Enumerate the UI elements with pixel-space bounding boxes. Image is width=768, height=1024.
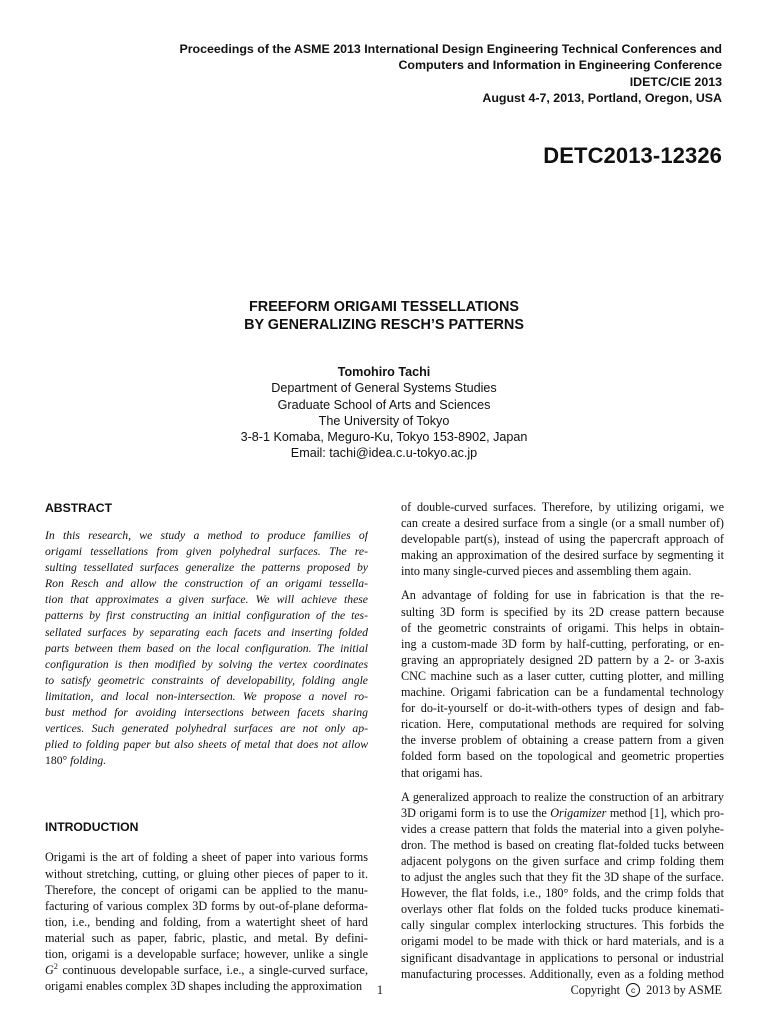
text-line: the inverse problem of obtaining a crease pattern from a given — [401, 733, 724, 748]
abstract-line: to satisfy geometric constraints of developability, folding angle — [45, 673, 368, 687]
intro-line: facturing of various complex 3D forms by out-of-plane deforma- — [45, 898, 368, 913]
abstract-line — [45, 753, 368, 769]
affiliation-line: Department of General Systems Studies — [271, 381, 497, 396]
abstract-line-end: folding. — [67, 754, 107, 768]
text-line: origami model to be made with thick or hard materials, and is a — [401, 934, 724, 949]
text-line: of double-curved surfaces. Therefore, by utilizing origami, we — [401, 500, 724, 514]
text-line: that origami has. — [401, 765, 483, 780]
text-line: dron. The method is based on creating flat-folded tucks between — [401, 837, 724, 852]
text-line: significant disadvantage in applications to personal or industrial — [401, 950, 724, 965]
abstract-line: configuration is then modified by solving the vertex coordinates — [45, 657, 368, 671]
copyright-text: 2013 by ASME — [646, 983, 722, 997]
abstract-line: vertices. Such generated polyhedral surfaces are not only ap- — [45, 722, 368, 736]
paper-title — [0, 298, 768, 334]
affiliation-line: Graduate School of Arts and Sciences — [277, 397, 491, 412]
origamizer-term: Origamizer — [550, 805, 607, 820]
proceedings-line: IDETC/CIE 2013 — [629, 74, 722, 89]
title-line: FREEFORM ORIGAMI TESSELLATIONS — [249, 299, 519, 315]
text-line: folded form based on the topological and geometric properties — [401, 749, 724, 764]
text-line: adjacent polygons on the given surface and crimp folding them — [401, 853, 724, 868]
intro-line: origami enables complex 3D shapes including the approximation — [45, 979, 363, 994]
proceedings-line: August 4-7, 2013, Portland, Oregon, USA — [482, 91, 722, 106]
proceedings-header — [82, 41, 722, 107]
text-line: to adjust the angles such that they fit the 3D shape of the surface. — [401, 870, 724, 885]
abstract-line: sellated surfaces by separating each facets and inserting folded — [45, 625, 368, 639]
abstract-line: bust method for avoiding intersections between facets sharing — [45, 706, 368, 720]
text-line: into many single-curved pieces and assembling them again. — [401, 564, 692, 579]
text-line: vides a crease pattern that folds the material into a given polyhe- — [401, 821, 724, 836]
intro-line-rest: continuous developable surface, i.e., a single-curved surface, — [57, 963, 368, 978]
abstract-text — [45, 528, 368, 769]
abstract-line: origami tessellations from given polyhedral surfaces. The re- — [45, 545, 368, 559]
intro-line: without stretching, cutting, or gluing other pieces of paper to it. — [45, 866, 368, 881]
abstract-line: In this research, we study a method to produce families of — [45, 529, 368, 542]
introduction-text — [45, 849, 368, 994]
affiliation-line: The University of Tokyo — [318, 413, 450, 428]
text-line: A generalized approach to realize the construction of an arbitrary — [401, 789, 724, 804]
abstract-line: parts between them based on the local configuration. The initial — [45, 641, 368, 655]
abstract-line: sulting tessellated surfaces generalize the patterns proposed by — [45, 561, 368, 575]
paper-id: DETC2013-12326 — [543, 143, 722, 168]
abstract-line: limitation, and local non-intersection. We propose a novel ro- — [45, 689, 368, 703]
paragraph — [401, 499, 724, 579]
text-segment: method [1], which pro- — [606, 805, 724, 820]
g2-superscript: 2 — [53, 962, 58, 971]
text-line — [401, 805, 724, 821]
text-line: of the geometric constraints of origami. This helps in obtain- — [401, 620, 724, 635]
text-line: developable part(s), instead of using the papercraft approach of — [401, 532, 724, 547]
text-line: An advantage of folding for use in fabrication is that the re- — [401, 588, 724, 603]
abstract-line: patterns by first constructing an initial configuration of the tes- — [45, 609, 368, 623]
left-column — [45, 500, 368, 994]
title-line: BY GENERALIZING RESCH’S PATTERNS — [244, 317, 524, 333]
intro-line: material such as paper, fabric, plastic, and metal. By defini- — [45, 930, 368, 945]
paragraph — [401, 789, 724, 982]
copyright-label: Copyright — [570, 983, 621, 997]
text-line: graving an appropriately designed 2D pattern by a 2- or 3-axis — [401, 652, 724, 667]
text-line: CNC machine such as a laser cutter, cutting plotter, and milling — [401, 668, 724, 683]
text-line: for do-it-yourself or do-it-with-others types of design and fab- — [401, 701, 724, 716]
intro-line: Origami is the art of folding a sheet of paper into various forms — [45, 850, 368, 865]
intro-line: tion, i.e., bending and folding, from a watertight sheet of hard — [45, 914, 368, 929]
text-line: sulting 3D form is specified by its 2D crease pattern because — [401, 604, 724, 619]
text-line: overlays other flat folds on the folded tucks produce kinemati- — [401, 902, 724, 917]
author-block — [0, 364, 768, 462]
copyright-icon: c — [626, 983, 640, 997]
abstract-heading: ABSTRACT — [45, 501, 113, 515]
author-name: Tomohiro Tachi — [337, 365, 431, 379]
abstract-line: tion that approximates a given surface. We will achieve these — [45, 593, 368, 607]
proceedings-line: Proceedings of the ASME 2013 International Design Engineering Technical Conferences and — [179, 42, 722, 56]
text-segment: 3D origami form is to use the — [401, 805, 551, 820]
text-line: However, the flat folds, i.e., 180° folds, and the crimp folds that — [401, 886, 724, 901]
copyright-notice — [571, 983, 722, 998]
g2-symbol: G — [45, 963, 54, 978]
paragraph — [401, 587, 724, 780]
text-line: rication. Here, computational methods are required for solving — [401, 717, 724, 732]
degree-value: 180° — [45, 754, 68, 768]
proceedings-line: Computers and Information in Engineering Conference — [398, 58, 722, 73]
text-line: manufacturing processes. Additionally, even as a folding method — [401, 966, 724, 981]
text-line: cally singular complex interlocking structures. This forbids the — [401, 918, 724, 933]
intro-line — [45, 962, 368, 978]
intro-line: Therefore, the concept of origami can be applied to the manu- — [45, 882, 368, 897]
author-email[interactable]: Email: tachi@idea.c.u-tokyo.ac.jp — [290, 446, 478, 461]
intro-line: tion, origami is a developable surface; however, unlike a single — [45, 946, 368, 961]
text-line: making an approximation of the desired surface by segmenting it — [401, 548, 724, 563]
right-column — [401, 499, 724, 990]
page-number: 1 — [376, 983, 384, 997]
abstract-line: Ron Resch and allow the construction of an origami tessella- — [45, 577, 368, 591]
text-line: machine. Origami fabrication can be a fundamental technology — [401, 685, 724, 700]
text-line: can create a desired surface from a single (or a small number of) — [401, 516, 724, 531]
abstract-line: plied to folding paper but also sheets of metal that does not allow — [45, 738, 368, 752]
text-line: ing a custom-made 3D form by half-cutting, perforating, or en- — [401, 636, 724, 651]
affiliation-line: 3-8-1 Komaba, Meguro-Ku, Tokyo 153-8902, Japan — [240, 430, 528, 445]
introduction-heading: INTRODUCTION — [45, 820, 139, 835]
